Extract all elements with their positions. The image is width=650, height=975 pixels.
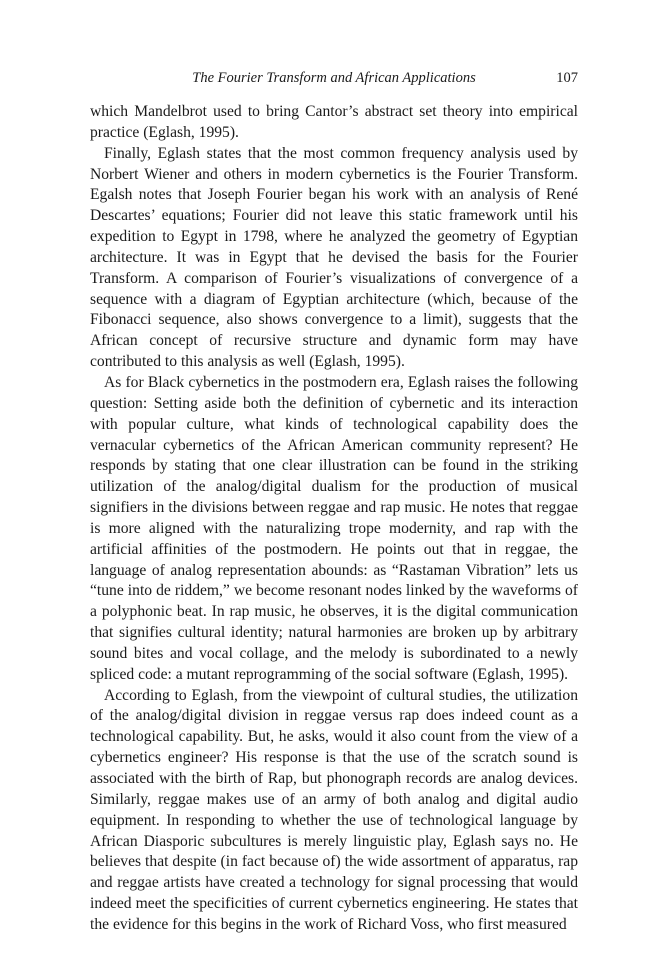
running-title: The Fourier Transform and African Applications [192, 70, 476, 86]
page-number: 107 [556, 70, 578, 86]
paragraph-analog-digital: According to Eglash, from the viewpoint of cultural studies, the utilization of the analog/digital division in reggae versus rap does indeed count as a technological capability. But, he asks, would it also count from the view of a cybernetics engineer? His response is that the use of the scratch sound is associated with the birth of Rap, but phonograph records are analog devices. Similarly, reggae makes use of an army of both analog and digital audio equipment. In responding to whether the use of technological language by African Diasporic subcultures is merely linguistic play, Eglash says no. He believes that despite (in fact because of) the wide assortment of apparatus, rap and reggae artists have created a technology for signal processing that would indeed meet the specificities of current cybernetics engineering. He states that the evidence for this begins in the work of Richard Voss, who first measured [90, 686, 578, 933]
body-text [90, 102, 578, 936]
paragraph-fourier-transform: Finally, Eglash states that the most common frequency analysis used by Norbert Wiener and others in modern cybernetics is the Fourier Transform. Egalsh notes that Joseph Fourier began his work with an analysis of René Descartes’ equations; Fourier did not leave this static framework until his expedition to Egypt in 1798, where he analyzed the geometry of Egyptian architecture. It was in Egypt that he devised the basis for the Fourier Transform. A comparison of Fourier’s visualizations of convergence of a sequence with a diagram of Egyptian architecture (which, because of the Fibonacci sequence, also shows convergence to a limit), suggests that the African concept of recursive structure and dynamic form may have contributed to this analysis as well (Eglash, 1995). [90, 144, 578, 371]
paragraph-continued: which Mandelbrot used to bring Cantor’s abstract set theory into empirical practice (Eglash, 1995). [90, 103, 578, 141]
running-head [90, 66, 578, 90]
book-page [90, 66, 578, 936]
paragraph-black-cybernetics: As for Black cybernetics in the postmodern era, Eglash raises the following question: Setting aside both the definition of cybernetic and its interaction with popular culture, what kinds of technological capability does the vernacular cybernetics of the African American community represent? He responds by stating that one clear illustration can be found in the striking utilization of the analog/digital dualism for the production of musical signifiers in the divisions between reggae and rap music. He notes that reggae is more aligned with the naturalizing trope modernity, and rap with the artificial affinities of the postmodern. He points out that in reggae, the language of analog representation abounds: as “Rastaman Vibration” lets us “tune into de riddem,” we become resonant nodes linked by the waveforms of a polyphonic beat. In rap music, he observes, it is the digital communication that signifies cultural identity; natural harmonies are broken up by arbitrary sound bites and vocal collage, and the melody is subordinated to a newly spliced code: a mutant reprogramming of the social software (Eglash, 1995). [90, 373, 578, 683]
